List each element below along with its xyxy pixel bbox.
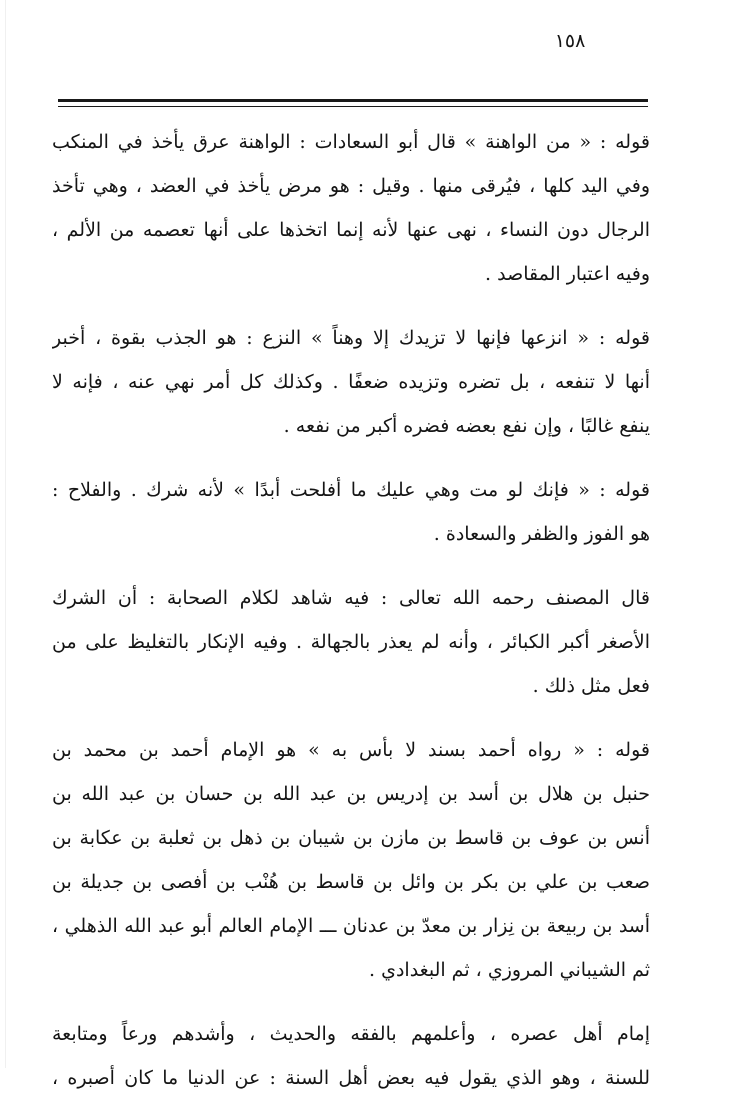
header-rule-thick (58, 99, 648, 102)
text-line: للسنة ، وهو الذي يقول فيه بعض أهل السنة : عن الدنيا ما كان أصبره ، (52, 1067, 650, 1089)
page-number: ١٥٨ (554, 30, 586, 52)
text-line: الرجال دون النساء ، نهى عنها لأنه إنما اتخذها على أنها تعصمه من الألم ، (52, 219, 650, 241)
text-line: قوله : « فإنك لو مت وهي عليك ما أفلحت أبدًا » لأنه شرك . والفلاح : (52, 479, 650, 501)
body-text (52, 120, 650, 1100)
text-line: أنها لا تنفعه ، بل تضره وتزيده ضعفًا . وكذلك كل أمر نهي عنه ، فإنه لا (52, 371, 650, 393)
text-line: قوله : « رواه أحمد بسند لا بأس به » هو الإمام أحمد بن محمد بن (52, 739, 650, 761)
paragraph (52, 316, 650, 448)
text-line: وفيه اعتبار المقاصد . (485, 263, 650, 285)
text-line: قال المصنف رحمه الله تعالى : فيه شاهد لكلام الصحابة : أن الشرك (52, 587, 650, 609)
page-edge (5, 0, 6, 1068)
text-line: صعب بن علي بن بكر بن وائل بن قاسط بن هُنْب بن أفصى بن جديلة بن (52, 871, 650, 893)
paragraph (52, 120, 650, 296)
paragraph (52, 576, 650, 708)
text-line: الأصغر أكبر الكبائر ، وأنه لم يعذر بالجهالة . وفيه الإنكار بالتغليظ على من (52, 631, 650, 653)
text-line: أنس بن عوف بن قاسط بن مازن بن شيبان بن ذهل بن ثعلبة بن عكابة بن (52, 827, 650, 849)
text-line: ثم الشيباني المروزي ، ثم البغدادي . (369, 959, 650, 981)
text-line: ينفع غالبًا ، وإن نفع بعضه فضره أكبر من نفعه . (283, 415, 650, 437)
text-line: فعل مثل ذلك . (532, 675, 650, 697)
text-line: قوله : « من الواهنة » قال أبو السعادات : الواهنة عرق يأخذ في المنكب (52, 131, 650, 153)
text-line: وفي اليد كلها ، فيُرقى منها . وقيل : هو مرض يأخذ في العضد ، وهي تأخذ (52, 175, 650, 197)
paragraph (52, 1012, 650, 1100)
text-line: قوله : « انزعها فإنها لا تزيدك إلا وهناً » النزع : هو الجذب بقوة ، أخبر (52, 327, 650, 349)
text-line: أسد بن ربيعة بن نِزار بن معدّ بن عدنان ـــ الإمام العالم أبو عبد الله الذهلي ، (52, 915, 650, 937)
text-line: إمام أهل عصره ، وأعلمهم بالفقه والحديث ، وأشدهم ورعاً ومتابعة (52, 1023, 650, 1045)
header-rule-thin (58, 106, 648, 107)
text-line: حنبل بن هلال بن أسد بن إدريس بن عبد الله بن حسان بن عبد الله بن (52, 783, 650, 805)
paragraph (52, 468, 650, 556)
paragraph (52, 728, 650, 992)
text-line: هو الفوز والظفر والسعادة . (433, 523, 650, 545)
